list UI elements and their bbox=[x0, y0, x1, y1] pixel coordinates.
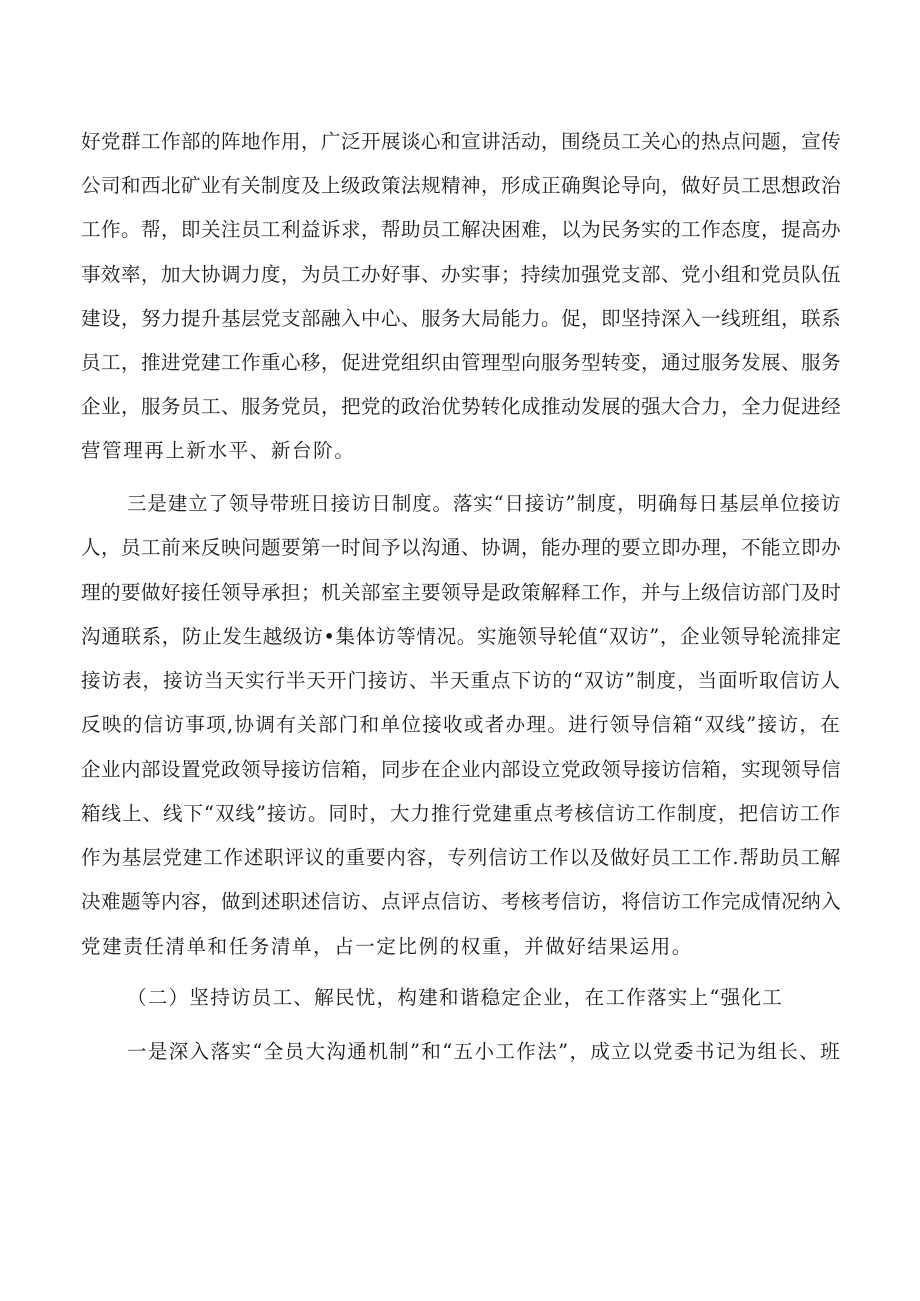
text-line: 工作。帮，即关注员工利益诉求，帮助员工解决困难，以为民务实的工作态度，提高办 bbox=[81, 218, 841, 241]
text-line: 党建责任清单和任务清单，占一定比例的权重，并做好结果运用。 bbox=[81, 935, 693, 958]
text-line: 建设，努力提升基层党支部融入中心、服务大局能力。促，即坚持深入一线班组，联系 bbox=[81, 307, 841, 330]
section-heading-text: （二）坚持访员工、解民忧，构建和谐稳定企业，在工作落实上“强化工 bbox=[127, 986, 784, 1009]
text-line: 作为基层党建工作述职评议的重要内容，专列信访工作以及做好员工工作.帮助员工解 bbox=[81, 846, 841, 869]
text-line: 沟通联系，防止发生越级访•集体访等情况。实施领导轮值“双访”，企业领导轮流排定 bbox=[81, 625, 842, 648]
text-line: 箱线上、线下“双线”接访。同时，大力推行党建重点考核信访工作制度，把信访工作 bbox=[81, 802, 841, 825]
text-line: 企业内部设置党政领导接访信箱，同步在企业内部设立党政领导接访信箱，实现领导信 bbox=[81, 758, 841, 781]
text-line: 事效率，加大协调力度，为员工办好事、办实事；持续加强党支部、党小组和党员队伍 bbox=[81, 263, 841, 286]
text-line: 员工，推进党建工作重心移，促进党组织由管理型向服务型转变，通过服务发展、服务 bbox=[81, 351, 841, 374]
text-line: 一是深入落实“全员大沟通机制”和“五小工作法”，成立以党委书记为组长、班 bbox=[127, 1040, 841, 1063]
text-line: 决难题等内容，做到述职述信访、点评点信访、考核考信访，将信访工作完成情况纳入 bbox=[81, 890, 841, 913]
text-line: 反映的信访事项,协调有关部门和单位接收或者办理。进行领导信箱“双线”接访，在 bbox=[81, 713, 841, 736]
text-line: 理的要做好接任领导承担；机关部室主要领导是政策解释工作，并与上级信访部门及时 bbox=[81, 581, 841, 604]
text-line: 人，员工前来反映问题要第一时间予以沟通、协调，能办理的要立即办理，不能立即办 bbox=[81, 536, 841, 559]
text-line: 营管理再上新水平、新台阶。 bbox=[81, 439, 356, 462]
text-line: 三是建立了领导带班日接访日制度。落实“日接访”制度，明确每日基层单位接访 bbox=[127, 492, 841, 515]
text-line: 接访表，接访当天实行半天开门接访、半天重点下访的“双访”制度，当面听取信访人 bbox=[81, 669, 841, 692]
text-line: 企业，服务员工、服务党员，把党的政治优势转化成推动发展的强大合力，全力促进经 bbox=[81, 395, 841, 418]
text-line: 公司和西北矿业有关制度及上级政策法规精神，形成正确舆论导向，做好员工思想政治 bbox=[81, 174, 841, 197]
text-line: 好党群工作部的阵地作用，广泛开展谈心和宣讲活动，围绕员工关心的热点问题，宣传 bbox=[81, 130, 841, 153]
